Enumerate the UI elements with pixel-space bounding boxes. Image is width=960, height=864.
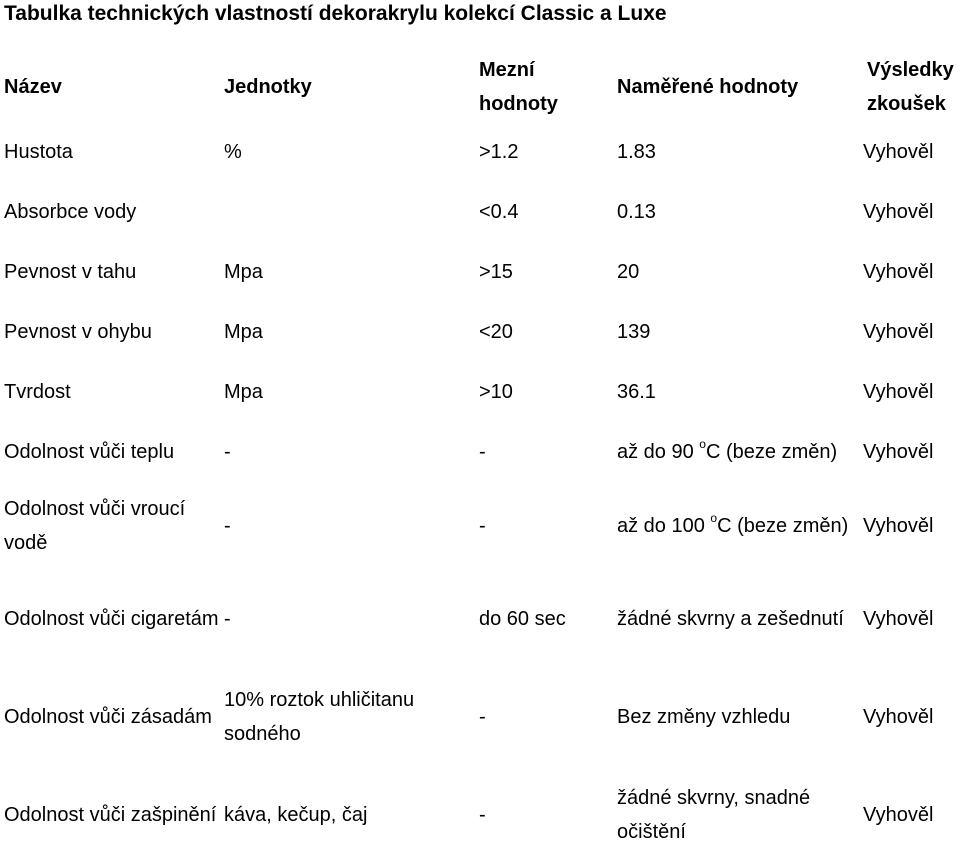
cell-unit: Mpa	[224, 321, 263, 343]
header-name: Název	[4, 76, 62, 98]
header-measured-values: Naměřené hodnoty	[617, 76, 799, 98]
cell-unit: %	[224, 141, 242, 163]
table-row	[0, 482, 960, 570]
cell-name: Odolnost vůči zašpinění	[4, 804, 217, 826]
cell-result: Vyhověl	[863, 441, 934, 463]
cell-result: Vyhověl	[863, 141, 934, 163]
degree-symbol: o	[699, 437, 706, 452]
header-units: Jednotky	[224, 76, 312, 98]
cell-measured: žádné skvrny, snadné očištění	[617, 787, 811, 843]
technical-properties-table	[0, 52, 960, 864]
cell-limit: <0.4	[479, 201, 519, 223]
cell-measured: 0.13	[617, 201, 656, 223]
cell-name: Odolnost vůči vroucí vodě	[4, 498, 186, 554]
cell-name: Odolnost vůči cigaretám	[4, 608, 219, 630]
cell-result: Vyhověl	[863, 201, 934, 223]
table-row	[0, 668, 960, 766]
cell-limit: >1.2	[479, 141, 519, 163]
cell-result: Vyhověl	[863, 706, 934, 728]
cell-result: Vyhověl	[863, 515, 934, 537]
table-row	[0, 362, 960, 422]
cell-result: Vyhověl	[863, 261, 934, 283]
cell-name: Pevnost v ohybu	[4, 321, 152, 343]
cell-limit: >15	[479, 261, 513, 283]
cell-measured: žádné skvrny a zešednutí	[617, 608, 844, 630]
cell-result: Vyhověl	[863, 381, 934, 403]
cell-limit: -	[479, 515, 486, 537]
cell-unit: -	[224, 515, 231, 537]
cell-limit: -	[479, 804, 486, 826]
cell-unit: -	[224, 608, 231, 630]
cell-measured: 139	[617, 321, 651, 343]
measured-text-pre: až do 90	[617, 441, 700, 463]
cell-limit: -	[479, 441, 486, 463]
table-row	[0, 766, 960, 864]
cell-measured	[613, 422, 863, 482]
cell-name: Pevnost v tahu	[4, 261, 137, 283]
cell-name: Tvrdost	[4, 381, 71, 403]
cell-limit: -	[479, 706, 486, 728]
measured-text-pre: až do 100	[617, 515, 711, 537]
table-row	[0, 122, 960, 182]
cell-limit: <20	[479, 321, 513, 343]
table-row	[0, 570, 960, 668]
degree-symbol: o	[710, 511, 718, 526]
cell-measured	[613, 482, 863, 570]
header-limit-values: Mezní hodnoty	[479, 59, 558, 115]
cell-measured: 20	[617, 261, 640, 283]
cell-unit: 10% roztok uhličitanu sodného	[224, 689, 415, 745]
cell-result: Vyhověl	[863, 804, 934, 826]
document-title: Tabulka technických vlastností dekorakrylu kolekcí Classic a Luxe	[4, 2, 667, 25]
cell-result: Vyhověl	[863, 608, 934, 630]
cell-unit: káva, kečup, čaj	[224, 804, 368, 826]
cell-name: Hustota	[4, 141, 73, 163]
cell-unit: -	[224, 441, 231, 463]
cell-limit: >10	[479, 381, 513, 403]
cell-limit: do 60 sec	[479, 608, 566, 630]
cell-measured: 1.83	[617, 141, 656, 163]
cell-unit: Mpa	[224, 261, 263, 283]
table-row	[0, 422, 960, 482]
cell-unit	[220, 182, 475, 242]
measured-text-post: C (beze změn)	[717, 515, 849, 537]
measured-text-post: C (beze změn)	[705, 441, 838, 463]
cell-result: Vyhověl	[863, 321, 934, 343]
cell-measured: Bez změny vzhledu	[617, 706, 791, 728]
table-row	[0, 242, 960, 302]
table-row	[0, 182, 960, 242]
cell-measured: 36.1	[617, 381, 656, 403]
cell-name: Odolnost vůči teplu	[4, 441, 175, 463]
table-header-row	[0, 52, 960, 122]
cell-name: Odolnost vůči zásadám	[4, 706, 212, 728]
table-row	[0, 302, 960, 362]
header-test-results: Výsledky zkoušek	[867, 59, 954, 115]
cell-name: Absorbce vody	[4, 201, 137, 223]
cell-unit: Mpa	[224, 381, 263, 403]
